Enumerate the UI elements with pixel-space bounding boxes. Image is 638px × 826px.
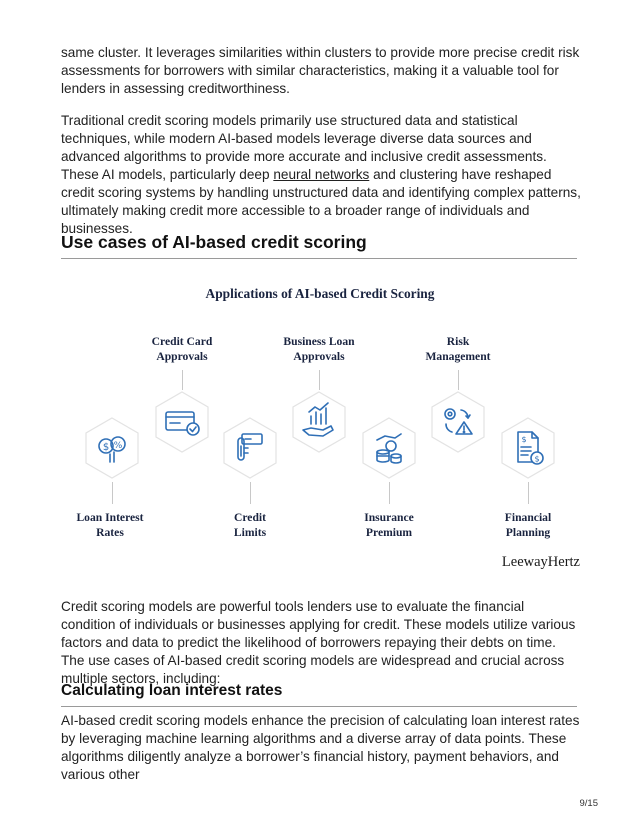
paragraph-credit-scoring-tools: Credit scoring models are powerful tools lenders use to evaluate the financial condition of individuals or businesses applying for credit. These models utilize various factors and data to predict the likelihood of borrowers repaying their debts on time. The use cases of AI-based credit scoring models are widespread and crucial across multiple sectors, including: xyxy=(61,599,576,686)
paragraph-cluster: same cluster. It leverages similarities within clusters to provide more precise credit risk assessments for borrowers with similar characteristics, making it a valuable tool for lenders in assessing creditworthiness. xyxy=(61,45,580,96)
connector-line xyxy=(458,370,459,390)
label-risk-management: Risk Management xyxy=(425,335,491,363)
applications-figure xyxy=(60,270,580,580)
label-credit-limits: Credit Limits xyxy=(233,511,267,539)
paragraph-text: and clustering have reshaped credit scoring systems by handling unstructured data and identifying complex patterns, ultimately making credit more accessible to a broader range of individuals and businesses. xyxy=(61,167,581,236)
svg-text:$: $ xyxy=(534,454,540,464)
paragraph-text: Traditional credit scoring models primarily use structured data and statistical techniques, while modern AI-based models leverage diverse data sources and advanced algorithms to provide more accurate and inclusive credit assessments. These AI models, particularly deep xyxy=(61,113,547,182)
page-number: 9/15 xyxy=(579,798,598,809)
risk-warning-icon xyxy=(426,390,490,454)
label-credit-card-approvals: Credit Card Approvals xyxy=(151,335,213,363)
connector-line xyxy=(182,370,183,390)
dollar-percent-icon xyxy=(80,416,144,480)
figure-title: Applications of AI-based Credit Scoring xyxy=(205,286,435,301)
paragraph-traditional-vs-ai xyxy=(61,112,581,238)
connector-line xyxy=(528,482,529,504)
connector-line xyxy=(112,482,113,504)
label-financial-planning: Financial Planning xyxy=(504,511,552,539)
connector-line xyxy=(319,370,320,390)
label-loan-interest-rates: Loan Interest Rates xyxy=(76,511,144,539)
label-insurance-premium: Insurance Premium xyxy=(364,511,414,539)
financial-document-icon xyxy=(496,416,560,480)
coins-hand-icon xyxy=(357,416,421,480)
svg-text:$: $ xyxy=(102,442,110,453)
connector-line xyxy=(389,482,390,504)
svg-text:$: $ xyxy=(521,435,527,444)
svg-text:%: % xyxy=(113,441,123,451)
neural-networks-link[interactable]: neural networks xyxy=(273,167,370,182)
business-growth-hand-icon xyxy=(287,390,351,454)
connector-line xyxy=(250,482,251,504)
leewayhertz-logo: LeewayHertz xyxy=(501,554,580,570)
credit-gauge-icon xyxy=(218,416,282,480)
paragraph-loan-interest: AI-based credit scoring models enhance the precision of calculating loan interest rates by leveraging machine learning algorithms and a diverse array of data points. These algorithms diligently analyze a borrower’s financial history, payment behaviors, and various other xyxy=(61,713,580,782)
credit-card-icon xyxy=(150,390,214,454)
section-heading-loan-interest: Calculating loan interest rates xyxy=(61,682,577,707)
label-business-loan-approvals: Business Loan Approvals xyxy=(283,335,355,363)
section-heading-use-cases: Use cases of AI-based credit scoring xyxy=(61,232,577,259)
